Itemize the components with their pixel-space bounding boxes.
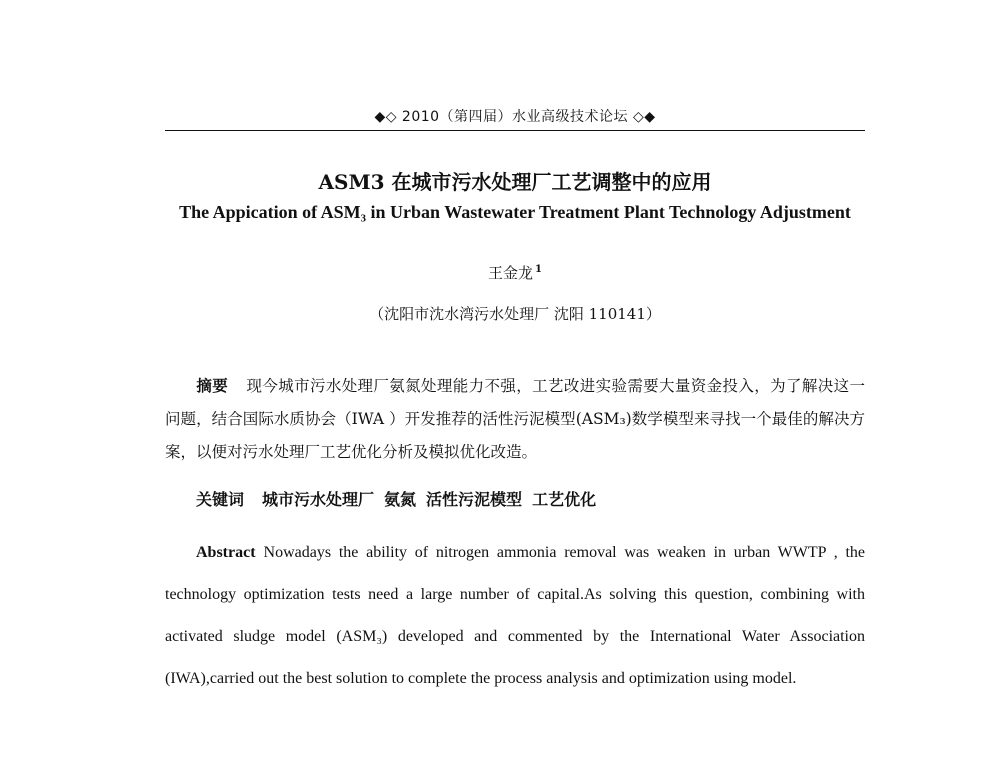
keyword-item: 工艺优化 bbox=[532, 490, 597, 509]
conference-header: ◆◇ 2010（第四届）水业高级技术论坛 ◇◆ bbox=[374, 109, 656, 125]
abstract-english bbox=[165, 532, 865, 700]
keywords bbox=[196, 487, 865, 510]
affiliation: （沈阳市沈水湾污水处理厂 沈阳 110141） bbox=[369, 305, 661, 323]
title-chinese: ASM3 在城市污水处理厂工艺调整中的应用 bbox=[318, 170, 712, 194]
keyword-item: 活性污泥模型 bbox=[426, 490, 523, 509]
author-affiliation-mark: 1 bbox=[535, 264, 542, 275]
keyword-item: 氨氮 bbox=[384, 490, 417, 509]
header-rule bbox=[165, 130, 865, 131]
abstract-chinese-label: 摘要 bbox=[196, 376, 229, 395]
abstract-english-text: Nowadays the ability of nitrogen ammonia removal was weaken in urban WWTP , the technology optimization tests need a large number of capital.As solving this question, combining with activated sludge model (ASM₃) developed and commented by the International Water Association (IWA),carried out the best solution to complete the process analysis and optimization using model. bbox=[165, 544, 865, 687]
keyword-item: 城市污水处理厂 bbox=[262, 490, 375, 509]
author-line bbox=[165, 262, 865, 283]
keywords-label: 关键词 bbox=[196, 490, 245, 509]
abstract-chinese bbox=[165, 369, 865, 469]
abstract-english-label: Abstract bbox=[196, 544, 256, 561]
abstract-chinese-text: 现今城市污水处理厂氨氮处理能力不强，工艺改进实验需要大量资金投入，为了解决这一问题，结合国际水质协会（IWA ）开发推荐的活性污泥模型(ASM₃)数学模型来寻找一个最佳的解决方案，以便对污水处理厂工艺优化分析及模拟优化改造。 bbox=[165, 377, 865, 461]
author-name: 王金龙 bbox=[488, 264, 534, 282]
title-english: The Appication of ASM₃ in Urban Wastewater Treatment Plant Technology Adjustment bbox=[179, 202, 851, 222]
